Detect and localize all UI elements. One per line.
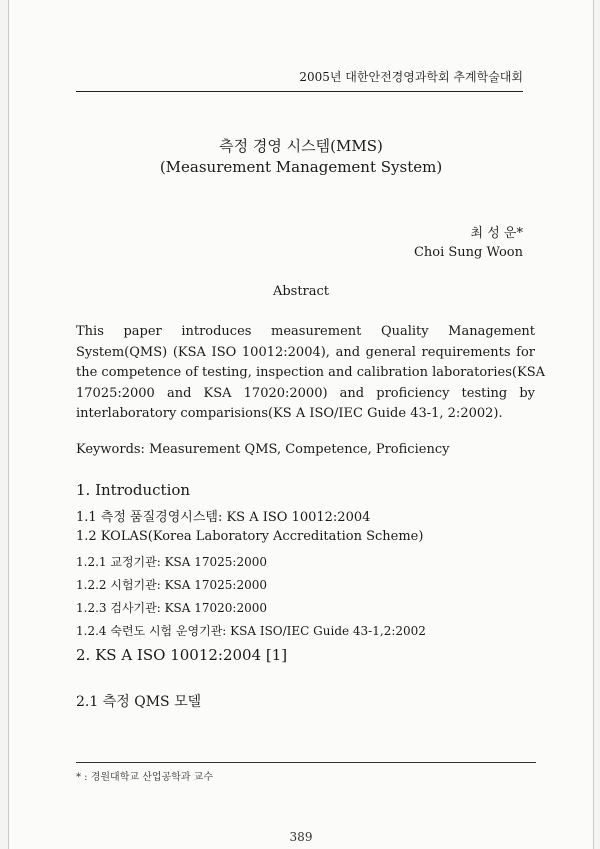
abstract-line: interlaboratory comparisions(KS A ISO/IEC Guide 43-1, 2:2002). xyxy=(76,406,503,421)
section-1-2: 1.2 KOLAS(Korea Laboratory Accreditation Scheme) xyxy=(76,529,424,544)
page-number: 389 xyxy=(289,830,313,844)
section-heading-2: 2. KS A ISO 10012:2004 [1] xyxy=(76,646,288,664)
section-1-2-4: 1.2.4 숙련도 시험 운영기관: KSA ISO/IEC Guide 43-1,2:2002 xyxy=(76,624,426,638)
abstract-heading: Abstract xyxy=(272,284,330,299)
footnote: * : 경원대학교 산업공학과 교수 xyxy=(76,772,214,783)
author-english: Choi Sung Woon xyxy=(413,245,523,260)
footnote-rule xyxy=(76,762,536,763)
keywords: Keywords: Measurement QMS, Competence, Proficiency xyxy=(76,442,450,457)
paper-page xyxy=(8,0,594,849)
section-1-1: 1.1 측정 품질경영시스템: KS A ISO 10012:2004 xyxy=(76,510,371,525)
section-2-1: 2.1 측정 QMS 모델 xyxy=(76,694,202,710)
title-korean: 측정 경영 시스템(MMS) xyxy=(219,137,383,155)
abstract-line: This paper introduces measurement Quality Management xyxy=(76,324,535,339)
section-1-2-1: 1.2.1 교정기관: KSA 17025:2000 xyxy=(76,555,267,569)
abstract-line: the competence of testing, inspection and calibration laboratories(KSA xyxy=(76,365,545,380)
header-rule xyxy=(76,91,523,92)
title-english: (Measurement Management System) xyxy=(159,158,443,176)
section-1-2-2: 1.2.2 시험기관: KSA 17025:2000 xyxy=(76,578,267,592)
section-1-2-3: 1.2.3 검사기관: KSA 17020:2000 xyxy=(76,601,267,615)
abstract-line: 17025:2000 and KSA 17020:2000) and proficiency testing by xyxy=(76,385,535,401)
abstract-line: System(QMS) (KSA ISO 10012:2004), and general requirements for xyxy=(76,344,535,360)
conference-header: 2005년 대한안전경영과학회 추계학술대회 xyxy=(299,70,523,84)
author-korean: 최 성 운* xyxy=(470,226,523,241)
abstract-body xyxy=(76,322,545,425)
section-heading-1: 1. Introduction xyxy=(76,481,191,499)
